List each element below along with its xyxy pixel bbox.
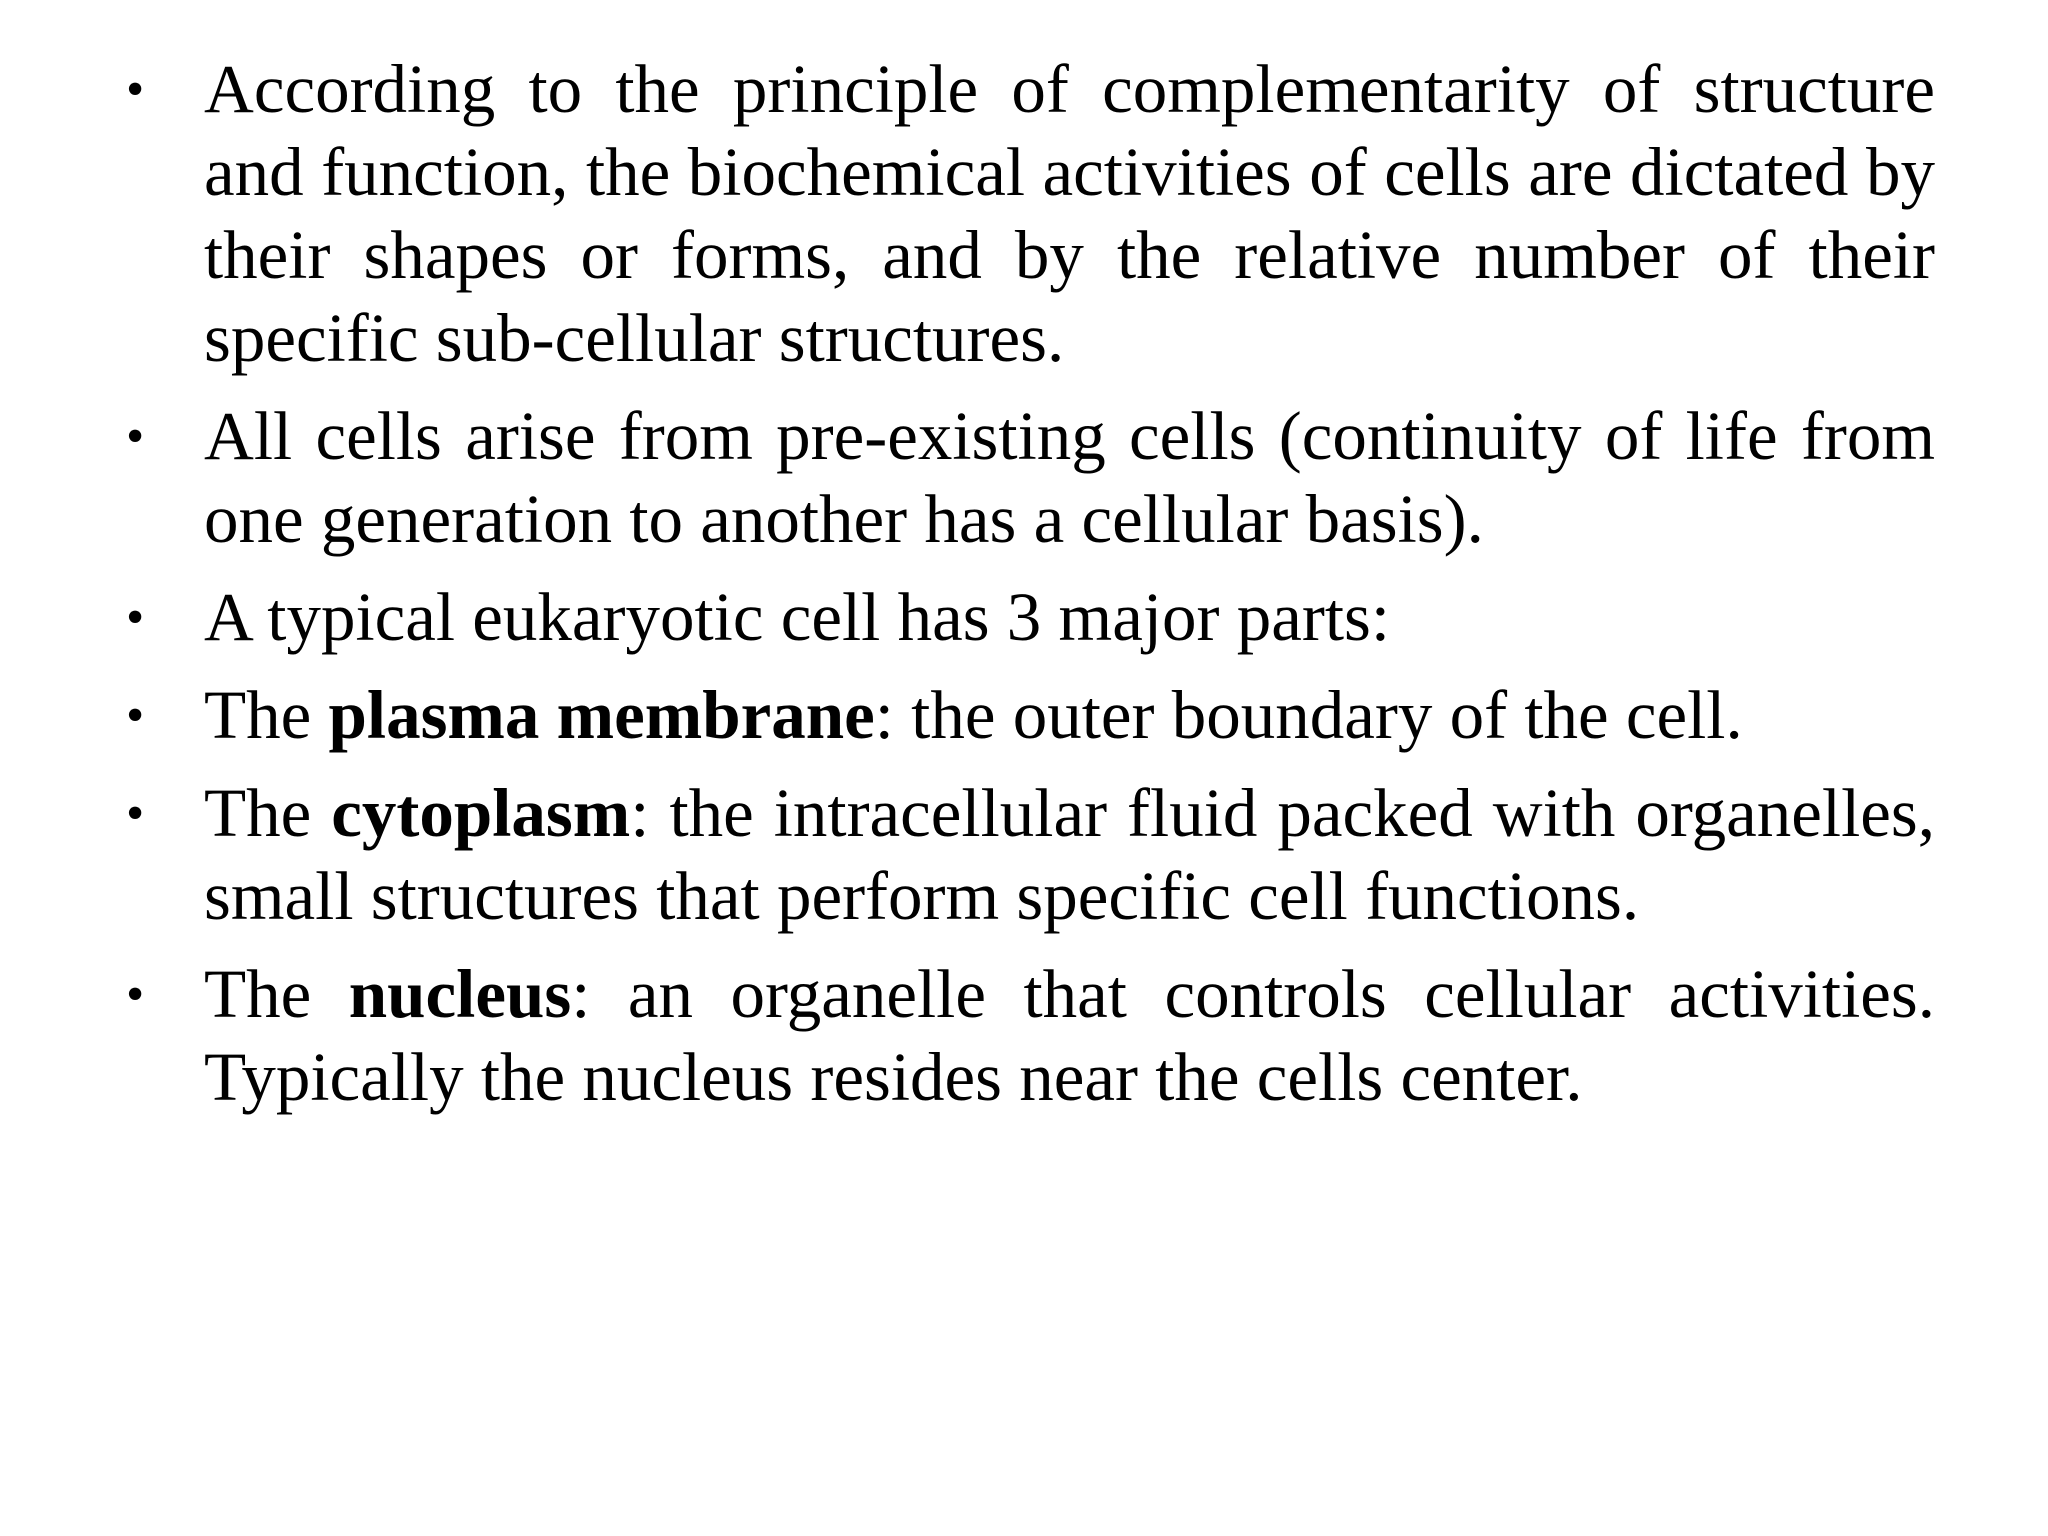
bullet-dot: • <box>126 966 145 1023</box>
bullet-dot: • <box>126 785 145 842</box>
bullet-dot: • <box>126 61 145 118</box>
bullet-item-plasma-membrane <box>120 674 1935 757</box>
term-nucleus: nucleus <box>348 956 572 1032</box>
term-cytoplasm: cytoplasm <box>331 775 631 851</box>
bullet-dot: • <box>126 687 145 744</box>
bullet-list <box>120 48 1935 1134</box>
bullet-item-principle <box>120 48 1935 380</box>
bullet-item-cell-origin <box>120 395 1935 561</box>
bullet-text-suffix: : an organelle that controls cellular activities. Typically the nucleus resides near the cells center. <box>204 956 1935 1115</box>
bullet-item-major-parts <box>120 576 1935 659</box>
bullet-dot: • <box>126 589 145 646</box>
bullet-text: According to the principle of complementarity of structure and function, the biochemical activities of cells are dictated by their shapes or forms, and by the relative number of their specific sub-cellular structures. <box>204 51 1935 376</box>
bullet-text-suffix: : the intracellular fluid packed with organelles, small structures that perform specific cell functions. <box>204 775 1935 934</box>
bullet-item-cytoplasm <box>120 772 1935 938</box>
bullet-text-prefix: The <box>204 677 329 753</box>
bullet-text-prefix: The <box>204 775 332 851</box>
bullet-text: A typical eukaryotic cell has 3 major parts: <box>204 579 1391 655</box>
bullet-dot: • <box>126 408 145 465</box>
bullet-item-nucleus <box>120 953 1935 1119</box>
term-plasma-membrane: plasma membrane <box>328 677 875 753</box>
bullet-text: All cells arise from pre-existing cells (continuity of life from one generation to another has a cellular basis). <box>204 398 1935 557</box>
bullet-text-suffix: : the outer boundary of the cell. <box>874 677 1743 753</box>
bullet-text-prefix: The <box>204 956 349 1032</box>
